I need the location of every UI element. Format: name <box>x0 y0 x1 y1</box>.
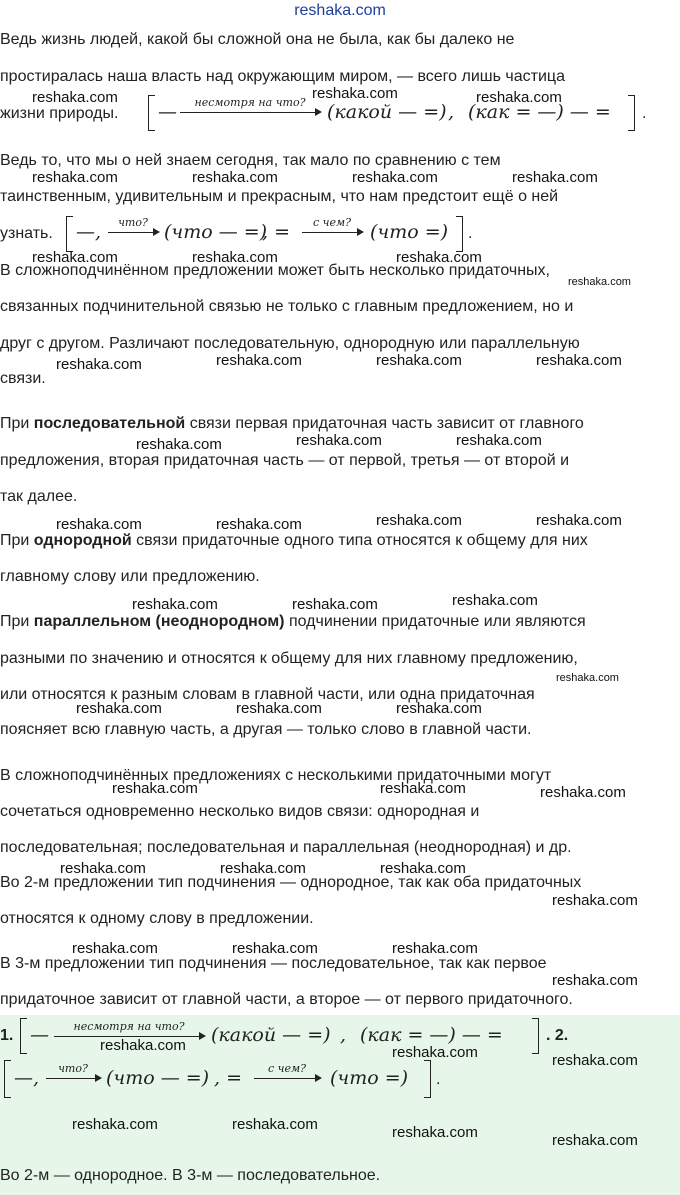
watermark: reshaka.com <box>392 1044 478 1061</box>
watermark: reshaka.com <box>236 700 322 717</box>
watermark: reshaka.com <box>192 169 278 186</box>
watermark: reshaka.com <box>232 1116 318 1133</box>
watermark: reshaka.com <box>376 512 462 529</box>
scheme-clause: (что — =) <box>164 221 268 243</box>
arrow-label: несмотря на что? <box>73 1020 185 1033</box>
text-line: главному слову или предложению. <box>0 568 260 585</box>
text-line: При однородной связи придаточные одного типа относятся к общему для них <box>0 532 588 549</box>
scheme-clause: (что =) <box>370 221 449 243</box>
arrow-label: что? <box>118 216 148 229</box>
watermark: reshaka.com <box>380 780 466 797</box>
scheme-clause: (что =) <box>330 1067 409 1089</box>
watermark: reshaka.com <box>452 592 538 609</box>
text-line: друг с другом. Различают последовательную, однородную или параллельную <box>0 335 580 352</box>
scheme-comma: , <box>448 101 455 123</box>
watermark: reshaka.com <box>568 276 631 288</box>
watermark: reshaka.com <box>220 860 306 877</box>
watermark: reshaka.com <box>296 432 382 449</box>
text-line: Ведь то, что мы о ней знаем сегодня, так мало по сравнению с тем <box>0 152 501 169</box>
text-line: В сложноподчинённых предложениях с несколькими придаточными могут <box>0 767 552 784</box>
answer-number: . 2. <box>546 1027 569 1044</box>
watermark: reshaka.com <box>192 249 278 266</box>
text-line: таинственным, удивительным и прекрасным, что нам предстоит ещё о ней <box>0 188 559 205</box>
text-line: предложения, вторая придаточная часть — от первой, третья — от второй и <box>0 452 570 469</box>
answer-final: Во 2-м — однородное. В 3-м — последовательное. <box>0 1167 381 1184</box>
scheme-clause: (какой — =) <box>211 1024 331 1046</box>
watermark: reshaka.com <box>216 352 302 369</box>
watermark: reshaka.com <box>112 780 198 797</box>
watermark: reshaka.com <box>232 940 318 957</box>
text-line: Ведь жизнь людей, какой бы сложной она не была, как бы далеко не <box>0 31 515 48</box>
watermark: reshaka.com <box>32 89 118 106</box>
watermark: reshaka.com <box>60 860 146 877</box>
scheme-clause: (какой — =) <box>327 101 447 123</box>
watermark: reshaka.com <box>56 516 142 533</box>
watermark: reshaka.com <box>552 892 638 909</box>
watermark: reshaka.com <box>352 169 438 186</box>
scheme-comma: , <box>340 1024 347 1046</box>
scheme-dot: . <box>642 105 647 122</box>
watermark: reshaka.com <box>540 784 626 801</box>
watermark: reshaka.com <box>512 169 598 186</box>
watermark: reshaka.com <box>72 940 158 957</box>
watermark: reshaka.com <box>476 89 562 106</box>
text-line: Во 2-м предложении тип подчинения — однородное, так как оба придаточных <box>0 874 582 891</box>
bracket-close <box>424 1060 431 1098</box>
scheme-dash: —, <box>76 221 102 243</box>
scheme-dash: — <box>158 101 177 123</box>
watermark: reshaka.com <box>132 596 218 613</box>
text-line: связанных подчинительной связью не только с главным предложением, но и <box>0 298 574 315</box>
watermark: reshaka.com <box>536 512 622 529</box>
term-sequential: последовательной <box>33 415 186 432</box>
watermark: reshaka.com <box>456 432 542 449</box>
text-line: относятся к одному слову в предложении. <box>0 910 314 927</box>
scheme-dot: . <box>436 1071 441 1088</box>
watermark: reshaka.com <box>56 356 142 373</box>
scheme-clause: (как = —) — = <box>360 1024 503 1046</box>
watermark: reshaka.com <box>292 596 378 613</box>
arrow-label: что? <box>58 1062 88 1075</box>
watermark: reshaka.com <box>396 249 482 266</box>
scheme-dash: — <box>30 1024 49 1046</box>
text-line: последовательная; последовательная и параллельная (неоднородная) и др. <box>0 839 572 856</box>
watermark: reshaka.com <box>72 1116 158 1133</box>
watermark: reshaka.com <box>376 352 462 369</box>
watermark: reshaka.com <box>216 516 302 533</box>
watermark: reshaka.com <box>32 249 118 266</box>
watermark: reshaka.com <box>396 700 482 717</box>
text-line: поясняет всю главную часть, а другая — только слово в главной части. <box>0 721 532 738</box>
text-line: так далее. <box>0 488 78 505</box>
bracket-close <box>456 216 463 252</box>
text-line: При последовательной связи первая придаточная часть зависит от главного <box>0 415 584 432</box>
arrow-label: с чем? <box>312 216 352 229</box>
watermark: reshaka.com <box>312 85 398 102</box>
term-parallel: параллельном (неоднородном) <box>33 613 285 630</box>
bracket-close <box>532 1018 539 1054</box>
text-line: В 3-м предложении тип подчинения — последовательное, так как первое <box>0 955 547 972</box>
watermark: reshaka.com <box>392 1124 478 1141</box>
text-line: простиралась наша власть над окружающим миром, — всего лишь частица <box>0 68 565 85</box>
bracket-open <box>148 95 155 131</box>
watermark: reshaka.com <box>380 860 466 877</box>
scheme-dash: —, <box>14 1067 40 1089</box>
text-line: В сложноподчинённом предложении может быть несколько придаточных, <box>0 262 550 279</box>
watermark: reshaka.com <box>392 940 478 957</box>
watermark: reshaka.com <box>552 1132 638 1149</box>
bracket-open <box>20 1018 27 1054</box>
term-homogeneous: однородной <box>33 532 132 549</box>
text-line: придаточное зависит от главной части, а второе — от первого придаточного. <box>0 991 573 1008</box>
scheme-dot: . <box>468 225 473 242</box>
bracket-close <box>628 95 635 131</box>
scheme-clause: (как = —) — = <box>468 101 611 123</box>
watermark: reshaka.com <box>76 700 162 717</box>
site-header[interactable]: reshaka.com <box>294 2 386 19</box>
watermark: reshaka.com <box>552 1052 638 1069</box>
text-line: сочетаться одновременно несколько видов связи: однородная и <box>0 803 480 820</box>
scheme-clause: (что — =) <box>106 1067 210 1089</box>
text-line: разными по значению и относятся к общему для них главному предложению, <box>0 650 578 667</box>
watermark: reshaka.com <box>536 352 622 369</box>
watermark: reshaka.com <box>556 672 619 684</box>
scheme-sep: , = <box>262 221 290 243</box>
bracket-open <box>66 216 73 252</box>
text-line: связи. <box>0 370 46 387</box>
text-line: узнать. <box>0 225 53 242</box>
watermark: reshaka.com <box>552 972 638 989</box>
bracket-open <box>4 1060 11 1098</box>
answer-number: 1. <box>0 1027 14 1044</box>
text-line: жизни природы. <box>0 105 119 122</box>
text-line: При параллельном (неоднородном) подчинении придаточные или являются <box>0 613 586 630</box>
arrow-label: несмотря на что? <box>194 96 306 109</box>
watermark: reshaka.com <box>100 1037 186 1054</box>
scheme-sep: , = <box>214 1067 242 1089</box>
watermark: reshaka.com <box>136 436 222 453</box>
watermark: reshaka.com <box>32 169 118 186</box>
arrow-label: с чем? <box>267 1062 307 1075</box>
text-line: или относятся к разным словам в главной части, или одна придаточная <box>0 686 535 703</box>
